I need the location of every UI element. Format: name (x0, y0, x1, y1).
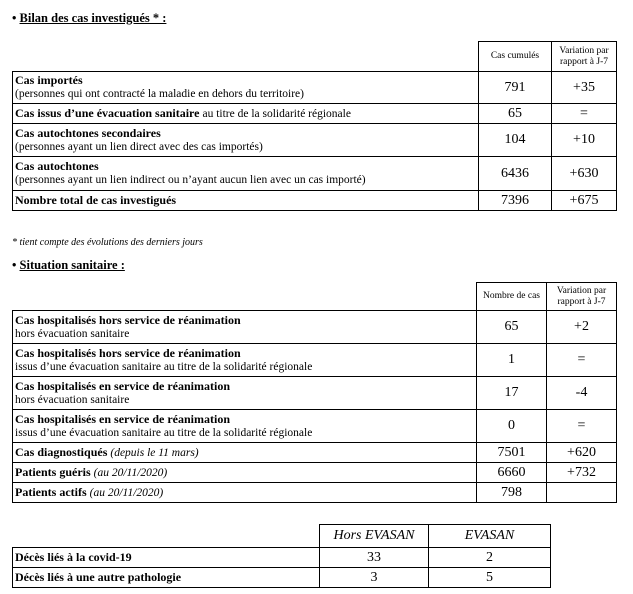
row-value: 798 (477, 483, 547, 503)
row-variation: +35 (552, 72, 617, 104)
table-row (13, 568, 551, 588)
table-bilan-cas-investigues (12, 41, 617, 211)
row-value: 0 (477, 410, 547, 443)
row-variation: +732 (547, 463, 617, 483)
row-hors-evasan: 3 (320, 568, 429, 588)
row-label: Cas autochtones (15, 159, 99, 173)
row-detail: issus d’une évacuation sanitaire au titre de la solidarité régionale (15, 426, 313, 439)
table-situation-sanitaire (12, 282, 617, 503)
table-row (13, 311, 617, 344)
section-title-situation-text: Situation sanitaire : (19, 258, 125, 272)
table-row (13, 377, 617, 410)
section-title-situation: • Situation sanitaire : (12, 258, 125, 272)
row-detail: hors évacuation sanitaire (15, 393, 130, 406)
row-label: Cas diagnostiqués (15, 444, 108, 459)
row-label: Patients actifs (15, 484, 87, 499)
row-value: 17 (477, 377, 547, 410)
row-value: 7501 (477, 443, 547, 463)
row-detail: (au 20/11/2020) (93, 466, 168, 479)
row-variation: -4 (547, 377, 617, 410)
row-value: 791 (479, 72, 552, 104)
table-row (13, 157, 617, 191)
row-variation: +630 (552, 157, 617, 191)
table-row (13, 410, 617, 443)
row-detail: (personnes ayant un lien direct avec des cas importés) (15, 140, 263, 153)
row-label: Cas autochtones secondaires (15, 125, 161, 140)
footnote: * tient compte des évolutions des derniers jours (12, 237, 203, 248)
row-label: Décès liés à une autre pathologie (15, 570, 182, 584)
row-variation (547, 483, 617, 503)
row-variation: = (547, 344, 617, 377)
row-label: Cas issus d’une évacuation sanitaire (15, 105, 200, 120)
row-value: 104 (479, 124, 552, 157)
row-variation: +675 (552, 191, 617, 211)
row-value: 7396 (479, 191, 552, 211)
row-label: Cas hospitalisés hors service de réanimation (15, 312, 241, 327)
section-title-bilan-text: Bilan des cas investigués * : (19, 11, 167, 25)
row-variation: = (547, 410, 617, 443)
row-detail: au titre de la solidarité régionale (202, 107, 351, 120)
row-variation: +2 (547, 311, 617, 344)
col-header-cas-cumules: Cas cumulés (479, 42, 552, 72)
row-evasan: 5 (429, 568, 551, 588)
table-row (13, 344, 617, 377)
table-corner (13, 42, 479, 72)
row-value: 1 (477, 344, 547, 377)
row-variation: = (552, 104, 617, 124)
row-value: 6660 (477, 463, 547, 483)
table-row (13, 443, 617, 463)
table-row-total (13, 191, 617, 211)
table-corner (13, 525, 320, 548)
table-row (13, 104, 617, 124)
col-header-variation: Variation par rapport à J-7 (547, 283, 617, 311)
row-detail: (au 20/11/2020) (89, 486, 164, 499)
row-label: Cas hospitalisés hors service de réanimation (15, 345, 241, 360)
col-header-hors-evasan: Hors EVASAN (320, 525, 429, 548)
table-deces (12, 524, 551, 588)
row-hors-evasan: 33 (320, 548, 429, 568)
row-evasan: 2 (429, 548, 551, 568)
table-row (13, 548, 551, 568)
col-header-nombre-de-cas: Nombre de cas (477, 283, 547, 311)
row-detail: (personnes qui ont contracté la maladie en dehors du territoire) (15, 88, 304, 100)
section-title-bilan: • Bilan des cas investigués * : (12, 11, 167, 25)
table-row (13, 124, 617, 157)
table-row (13, 463, 617, 483)
row-variation: +10 (552, 124, 617, 157)
col-header-variation: Variation par rapport à J-7 (552, 42, 617, 72)
row-variation: +620 (547, 443, 617, 463)
row-label: Nombre total de cas investigués (15, 193, 177, 207)
row-label: Cas hospitalisés en service de réanimation (15, 378, 230, 393)
row-label: Décès liés à la covid-19 (15, 550, 132, 564)
table-row (13, 483, 617, 503)
col-header-evasan: EVASAN (429, 525, 551, 548)
table-row (13, 72, 617, 104)
table-corner (13, 283, 477, 311)
row-detail: issus d’une évacuation sanitaire au titre de la solidarité régionale (15, 360, 313, 373)
row-label: Cas importés (15, 73, 83, 87)
row-value: 65 (479, 104, 552, 124)
row-detail: (personnes ayant un lien indirect ou n’ayant aucun lien avec un cas importé) (15, 174, 366, 186)
row-value: 6436 (479, 157, 552, 191)
row-label: Patients guéris (15, 464, 91, 479)
row-detail: (depuis le 11 mars) (110, 446, 199, 459)
row-detail: hors évacuation sanitaire (15, 327, 130, 340)
row-label: Cas hospitalisés en service de réanimation (15, 411, 230, 426)
row-value: 65 (477, 311, 547, 344)
